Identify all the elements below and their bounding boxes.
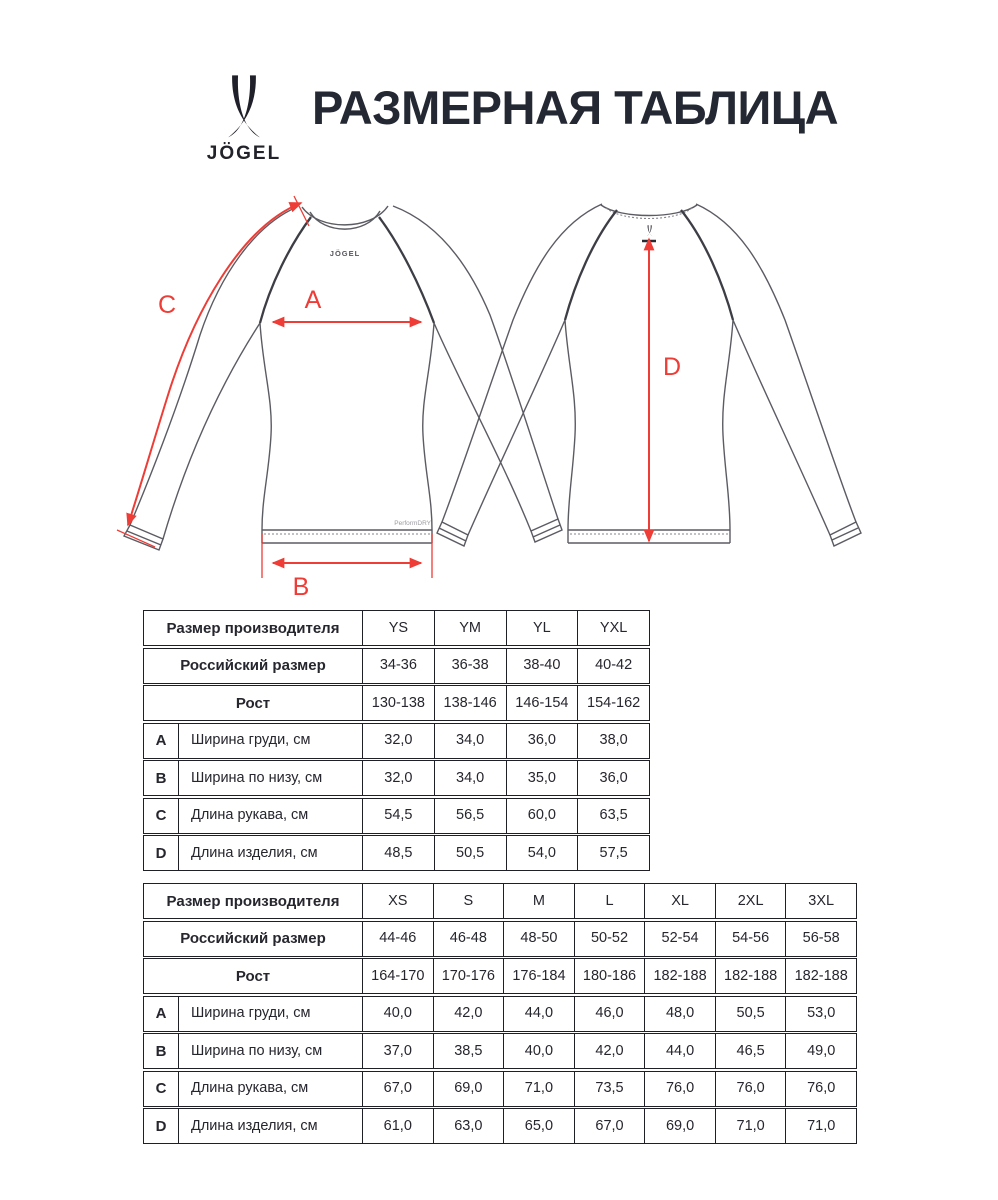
cell-size-value: YXL <box>577 611 649 645</box>
cell-row-label: Размер производителя <box>166 619 340 637</box>
jogel-logo-icon <box>220 74 268 140</box>
cell-measure-value: 34,0 <box>434 724 506 758</box>
cell-measure-value: 44,0 <box>644 1034 715 1068</box>
cell-measure-label: Длина рукава, см <box>178 1072 362 1106</box>
cell-measure-letter: A <box>155 732 167 749</box>
cell-row-label: Размер производителя <box>166 892 340 910</box>
cell-measure-value: 67,0 <box>362 1072 433 1106</box>
cell-measure-value: 46,0 <box>574 997 645 1031</box>
cell-measure-value: 50,5 <box>434 836 506 870</box>
cell-measure-value: 38,5 <box>433 1034 504 1068</box>
cell-measure-value: 76,0 <box>785 1072 856 1106</box>
measure-label-c: C <box>157 291 177 319</box>
cell-size-value: 182-188 <box>644 959 715 993</box>
cell-measure-value: 36,0 <box>577 761 649 795</box>
cell-measure-value: 60,0 <box>506 799 578 833</box>
cell-size-value: 48-50 <box>503 922 574 956</box>
youth-size-table <box>143 610 650 871</box>
front-shirt-outline <box>124 206 562 550</box>
cell-measure-value: 50,5 <box>715 997 786 1031</box>
measure-label-d: D <box>663 353 682 381</box>
cell-size-value: 3XL <box>785 884 856 918</box>
cell-measure-letter: C <box>155 1080 167 1097</box>
cell-measure-value: 35,0 <box>506 761 578 795</box>
cell-measure-label: Ширина по низу, см <box>178 761 362 795</box>
cell-measure-value: 40,0 <box>362 997 433 1031</box>
cell-size-value: XS <box>362 884 433 918</box>
cell-measure-value: 42,0 <box>574 1034 645 1068</box>
cell-row-label: Рост <box>235 694 271 712</box>
brand-logo <box>196 74 292 165</box>
cell-measure-value: 42,0 <box>433 997 504 1031</box>
size-table-header-row <box>143 685 650 721</box>
cell-size-value: 182-188 <box>715 959 786 993</box>
cell-size-value: 46-48 <box>433 922 504 956</box>
cell-size-value: 52-54 <box>644 922 715 956</box>
cell-measure-value: 76,0 <box>715 1072 786 1106</box>
measure-arrow-c <box>128 203 301 525</box>
cell-measure-value: 32,0 <box>362 724 434 758</box>
cell-size-value: M <box>503 884 574 918</box>
cell-size-value: 130-138 <box>362 686 434 720</box>
cell-size-value: S <box>433 884 504 918</box>
cell-size-value: YL <box>506 611 578 645</box>
size-table-header-row <box>143 648 650 684</box>
cell-measure-value: 57,5 <box>577 836 649 870</box>
cell-measure-value: 71,0 <box>503 1072 574 1106</box>
cell-measure-label: Ширина груди, см <box>178 724 362 758</box>
cell-size-value: 182-188 <box>785 959 856 993</box>
cell-size-value: 54-56 <box>715 922 786 956</box>
cell-measure-value: 54,0 <box>506 836 578 870</box>
cell-size-value: 154-162 <box>577 686 649 720</box>
size-table-measure-row <box>143 1033 857 1069</box>
page-title: РАЗМЕРНАЯ ТАБЛИЦА <box>312 81 839 134</box>
cell-size-value: 34-36 <box>362 649 434 683</box>
cell-measure-value: 76,0 <box>644 1072 715 1106</box>
size-table-measure-row <box>143 1071 857 1107</box>
cell-measure-value: 63,5 <box>577 799 649 833</box>
size-table-measure-row <box>143 835 650 871</box>
cell-size-value: YS <box>362 611 434 645</box>
cell-measure-letter: B <box>155 769 167 787</box>
cell-measure-letter: C <box>155 807 167 824</box>
cell-measure-value: 46,5 <box>715 1034 786 1068</box>
cell-measure-value: 49,0 <box>785 1034 856 1068</box>
cell-size-value: YM <box>434 611 506 645</box>
cell-size-value: XL <box>644 884 715 918</box>
cell-measure-letter: A <box>155 1005 167 1022</box>
cell-size-value: 50-52 <box>574 922 645 956</box>
cell-size-value: L <box>574 884 645 918</box>
cell-size-value: 146-154 <box>506 686 578 720</box>
cell-measure-value: 63,0 <box>433 1109 504 1143</box>
cell-size-value: 56-58 <box>785 922 856 956</box>
cell-row-label: Российский размер <box>180 930 326 947</box>
cell-size-value: 36-38 <box>434 649 506 683</box>
cell-measure-value: 61,0 <box>362 1109 433 1143</box>
cell-measure-value: 69,0 <box>433 1072 504 1106</box>
cell-measure-value: 73,5 <box>574 1072 645 1106</box>
size-table-header-row <box>143 610 650 646</box>
front-chest-logo-text: JÖGEL <box>329 249 361 258</box>
cell-measure-value: 71,0 <box>715 1109 786 1143</box>
size-table-header-row <box>143 883 857 919</box>
cell-measure-label: Длина рукава, см <box>178 799 362 833</box>
cell-measure-letter: D <box>155 844 167 862</box>
cell-measure-label: Ширина по низу, см <box>178 1034 362 1068</box>
size-table-measure-row <box>143 723 650 759</box>
cell-measure-value: 69,0 <box>644 1109 715 1143</box>
measure-annotations <box>117 196 681 601</box>
cell-measure-value: 40,0 <box>503 1034 574 1068</box>
cell-measure-value: 44,0 <box>503 997 574 1031</box>
size-table-measure-row <box>143 798 650 834</box>
cell-measure-value: 65,0 <box>503 1109 574 1143</box>
cell-measure-value: 53,0 <box>785 997 856 1031</box>
cell-measure-letter: B <box>155 1042 167 1060</box>
garment-diagram <box>105 195 885 605</box>
cell-measure-label: Длина изделия, см <box>178 836 362 870</box>
cell-measure-value: 37,0 <box>362 1034 433 1068</box>
cell-size-value: 40-42 <box>577 649 649 683</box>
back-neck-logo-icon <box>647 225 653 236</box>
cell-size-value: 176-184 <box>503 959 574 993</box>
brand-wordmark: JÖGEL <box>206 143 282 164</box>
cell-measure-value: 71,0 <box>785 1109 856 1143</box>
size-table-header-row <box>143 921 857 957</box>
cell-size-value: 38-40 <box>506 649 578 683</box>
size-table-header-row <box>143 958 857 994</box>
size-table-measure-row <box>143 1108 857 1144</box>
cell-size-value: 170-176 <box>433 959 504 993</box>
cell-row-label: Российский размер <box>180 657 326 674</box>
fabric-label-text: PerformDRY <box>394 520 431 527</box>
adult-size-table <box>143 883 857 1144</box>
cell-measure-value: 34,0 <box>434 761 506 795</box>
cell-row-label: Рост <box>235 967 271 985</box>
cell-size-value: 44-46 <box>362 922 433 956</box>
cell-size-value: 2XL <box>715 884 786 918</box>
measure-label-b: B <box>292 573 310 601</box>
cell-measure-letter: D <box>155 1117 167 1135</box>
cell-measure-value: 36,0 <box>506 724 578 758</box>
cell-size-value: 180-186 <box>574 959 645 993</box>
cell-measure-value: 38,0 <box>577 724 649 758</box>
cell-measure-value: 56,5 <box>434 799 506 833</box>
size-table-measure-row <box>143 760 650 796</box>
size-table-measure-row <box>143 996 857 1032</box>
cell-measure-value: 32,0 <box>362 761 434 795</box>
cell-size-value: 138-146 <box>434 686 506 720</box>
cell-measure-value: 48,5 <box>362 836 434 870</box>
cell-size-value: 164-170 <box>362 959 433 993</box>
cell-measure-label: Длина изделия, см <box>178 1109 362 1143</box>
cell-measure-value: 48,0 <box>644 997 715 1031</box>
measure-label-a: A <box>304 286 322 314</box>
cell-measure-value: 67,0 <box>574 1109 645 1143</box>
cell-measure-value: 54,5 <box>362 799 434 833</box>
cell-measure-label: Ширина груди, см <box>178 997 362 1031</box>
